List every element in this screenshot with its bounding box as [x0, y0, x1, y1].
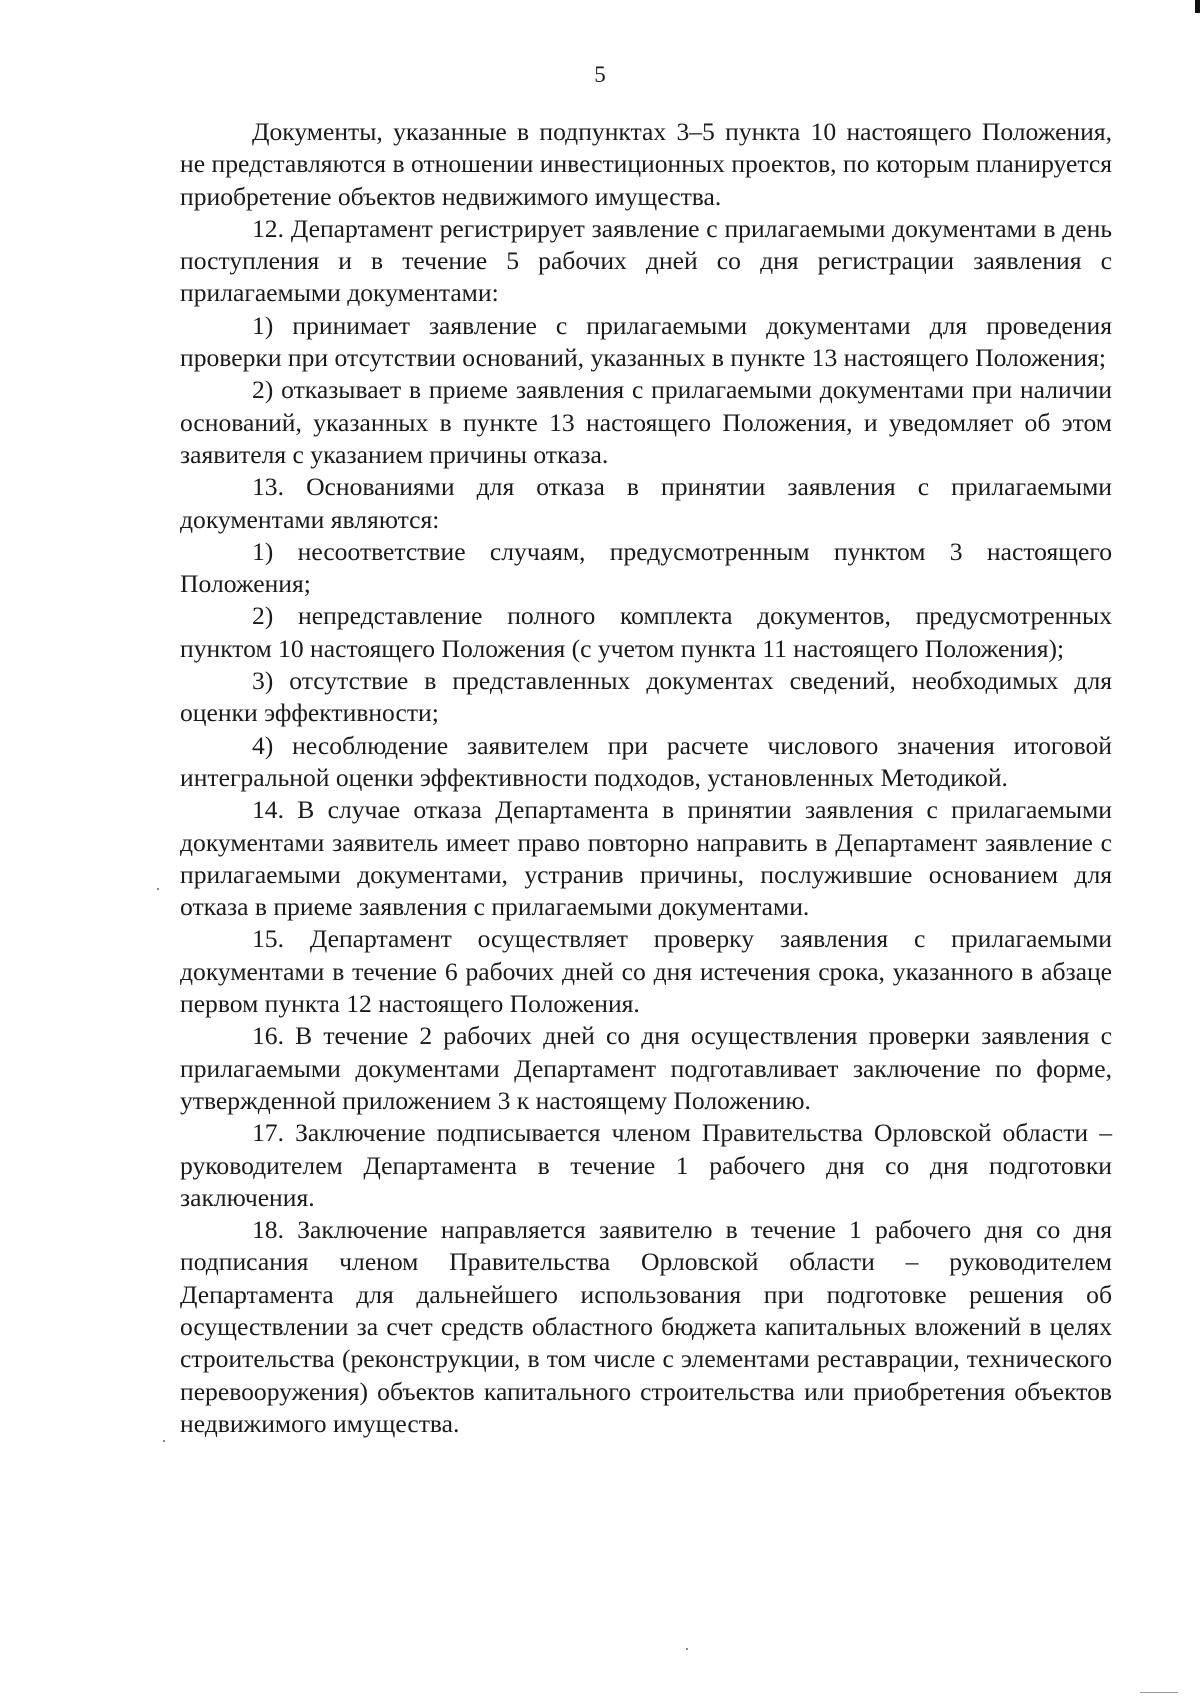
paragraph-12-item-1: 1) принимает заявление с прилагаемыми документами для проведения проверки при отсутствии оснований, указанных в пункте 13 настоящего Положения;	[180, 310, 1112, 373]
paragraph-14: 14. В случае отказа Департамента в принятии заявления с прилагаемыми документами заявитель имеет право повторно направить в Департамент заявление с прилагаемыми документами, устранив причины, послужившие основанием для отказа в приеме заявления с прилагаемыми документами.	[180, 795, 1112, 922]
document-body	[180, 116, 1112, 1440]
scan-edge-mark	[1195, 0, 1200, 13]
paragraph-15: 15. Департамент осуществляет проверку заявления с прилагаемыми документами в течение 6 рабочих дней со дня истечения срока, указанного в абзаце первом пункта 12 настоящего Положения.	[180, 924, 1112, 1019]
paragraph-documents-note: Документы, указанные в подпунктах 3–5 пункта 10 настоящего Положения, не представляются в отношении инвестиционных проектов, по которым планируется приобретение объектов недвижимого имущества.	[180, 117, 1112, 211]
paragraph-12-item-2: 2) отказывает в приеме заявления с прилагаемыми документами при наличии оснований, указанных в пункте 13 настоящего Положения, и уведомляет об этом заявителя с указанием причины отказа.	[180, 375, 1112, 469]
scan-speck	[157, 888, 159, 890]
scan-speck	[686, 1648, 688, 1650]
page-number: 5	[594, 62, 606, 87]
paragraph-13-item-2: 2) непредставление полного комплекта документов, предусмотренных пунктом 10 настоящего Положения (с учетом пункта 11 настоящего Положения);	[180, 601, 1112, 663]
paragraph-18: 18. Заключение направляется заявителю в течение 1 рабочего дня со дня подписания членом Правительства Орловской области – руководителем Департамента для дальнейшего использования при подготовке решения об осуществлении за счет средств областного бюджета капитальных вложений в целях строительства (реконструкции, в том числе с элементами реставрации, технического перевооружения) объектов капитального строительства или приобретения объектов недвижимого имущества.	[180, 1215, 1112, 1438]
scan-corner-line	[1140, 1692, 1178, 1693]
paragraph-13-item-4: 4) несоблюдение заявителем при расчете числового значения итоговой интегральной оценки эффективности подходов, установленных Методикой.	[180, 730, 1112, 792]
scan-speck	[163, 1440, 165, 1442]
paragraph-13: 13. Основаниями для отказа в принятии заявления с прилагаемыми документами являются:	[180, 472, 1112, 534]
paragraph-16: 16. В течение 2 рабочих дней со дня осуществления проверки заявления с прилагаемыми документами Департамент подготавливает заключение по форме, утвержденной приложением 3 к настоящему Положению.	[180, 1021, 1112, 1115]
paragraph-12: 12. Департамент регистрирует заявление с прилагаемыми документами в день поступления и в течение 5 рабочих дней со дня регистрации заявления с прилагаемыми документами:	[180, 213, 1112, 308]
paragraph-17: 17. Заключение подписывается членом Правительства Орловской области – руководителем Департамента в течение 1 рабочего дня со дня подготовки заключения.	[180, 1118, 1112, 1212]
paragraph-13-item-3: 3) отсутствие в представленных документах сведений, необходимых для оценки эффективности;	[180, 666, 1112, 728]
paragraph-13-item-1: 1) несоответствие случаям, предусмотренным пунктом 3 настоящего Положения;	[180, 536, 1112, 599]
